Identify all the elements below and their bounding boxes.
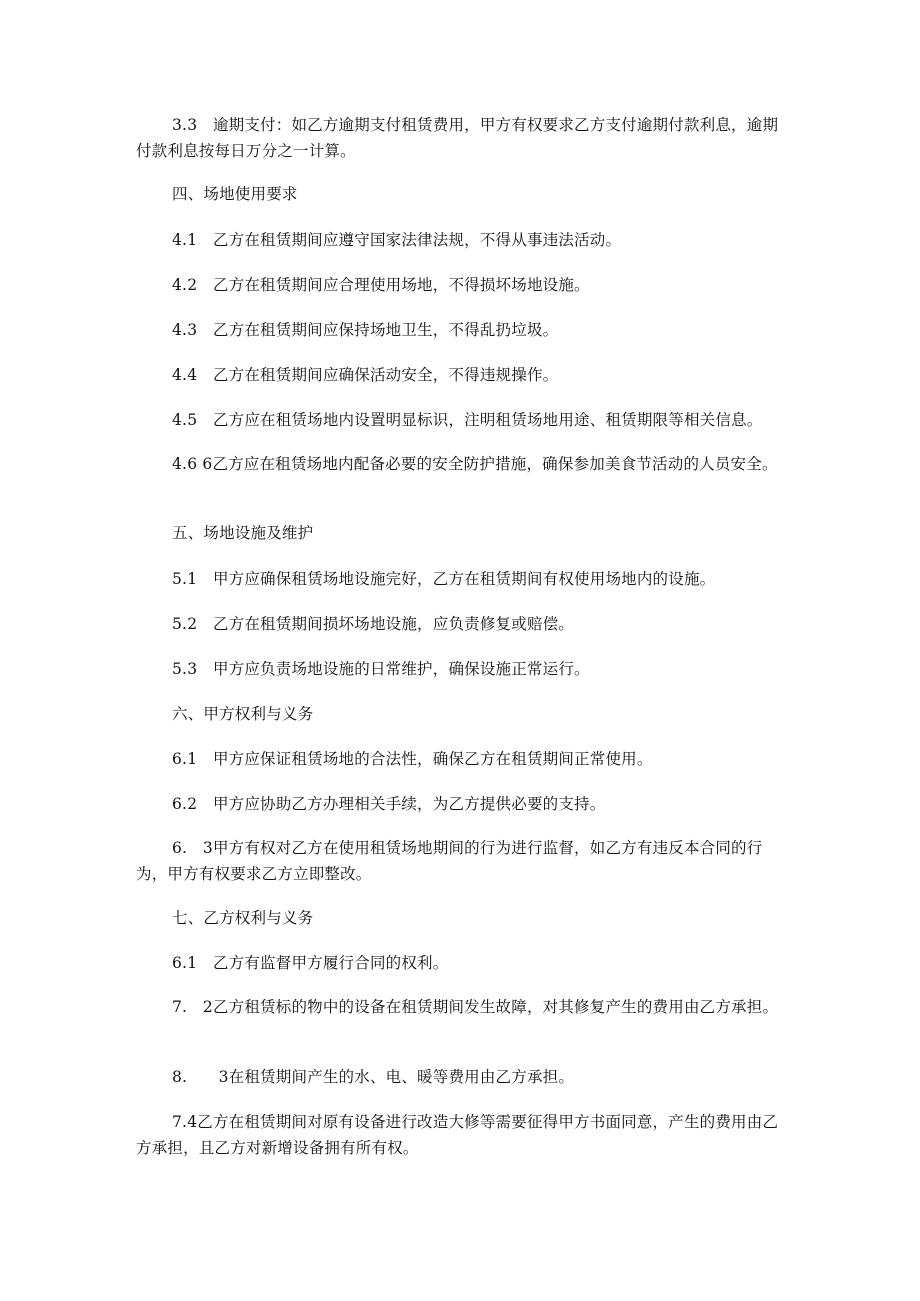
clause-7-4: 7.4乙方在租赁期间对原有设备进行改造大修等需要征得甲方书面同意，产生的费用由乙方承担，且乙方对新增设备拥有所有权。 xyxy=(136,1113,779,1157)
clause-5-3: 5.3 甲方应负责场地设施的日常维护，确保设施正常运行。 xyxy=(172,660,590,678)
clause-4-6: 4.6 6乙方应在租赁场地内配备必要的安全防护措施，确保参加美食节活动的人员安全。 xyxy=(172,455,778,473)
clause-5-1: 5.1 甲方应确保租赁场地设施完好，乙方在租赁期间有权使用场地内的设施。 xyxy=(172,570,716,588)
clause-6-3: 6. 3甲方有权对乙方在使用租赁场地期间的行为进行监督，如乙方有违反本合同的行为，甲方有权要求乙方立即整改。 xyxy=(136,839,763,883)
clause-6-2: 6.2 甲方应协助乙方办理相关手续，为乙方提供必要的支持。 xyxy=(172,795,606,813)
clause-4-5: 4.5 乙方应在租赁场地内设置明显标识，注明租赁场地用途、租赁期限等相关信息。 xyxy=(172,411,763,429)
section-heading-4: 四、场地使用要求 xyxy=(172,185,298,203)
clause-5-2: 5.2 乙方在租赁期间损坏场地设施，应负责修复或赔偿。 xyxy=(172,615,575,633)
clause-4-1: 4.1 乙方在租赁期间应遵守国家法律法规，不得从事违法活动。 xyxy=(172,231,622,249)
clause-7-2: 7. 2乙方租赁标的物中的设备在租赁期间发生故障，对其修复产生的费用由乙方承担。 xyxy=(172,998,779,1016)
clause-4-4: 4.4 乙方在租赁期间应确保活动安全，不得违规操作。 xyxy=(172,366,559,384)
clause-4-3: 4.3 乙方在租赁期间应保持场地卫生，不得乱扔垃圾。 xyxy=(172,321,559,339)
section-heading-7: 七、乙方权利与义务 xyxy=(172,909,314,927)
section-heading-5: 五、场地设施及维护 xyxy=(172,524,314,542)
clause-4-2: 4.2 乙方在租赁期间应合理使用场地，不得损坏场地设施。 xyxy=(172,276,590,294)
clause-3-3: 3.3 逾期支付：如乙方逾期支付租赁费用，甲方有权要求乙方支付逾期付款利息，逾期付款利息按每日万分之一计算。 xyxy=(136,116,779,160)
clause-7-1: 6.1 乙方有监督甲方履行合同的权利。 xyxy=(172,954,449,972)
section-heading-6: 六、甲方权利与义务 xyxy=(172,705,314,723)
clause-6-1: 6.1 甲方应保证租赁场地的合法性，确保乙方在租赁期间正常使用。 xyxy=(172,750,653,768)
clause-7-3: 8. 3在租赁期间产生的水、电、暖等费用由乙方承担。 xyxy=(172,1068,575,1086)
